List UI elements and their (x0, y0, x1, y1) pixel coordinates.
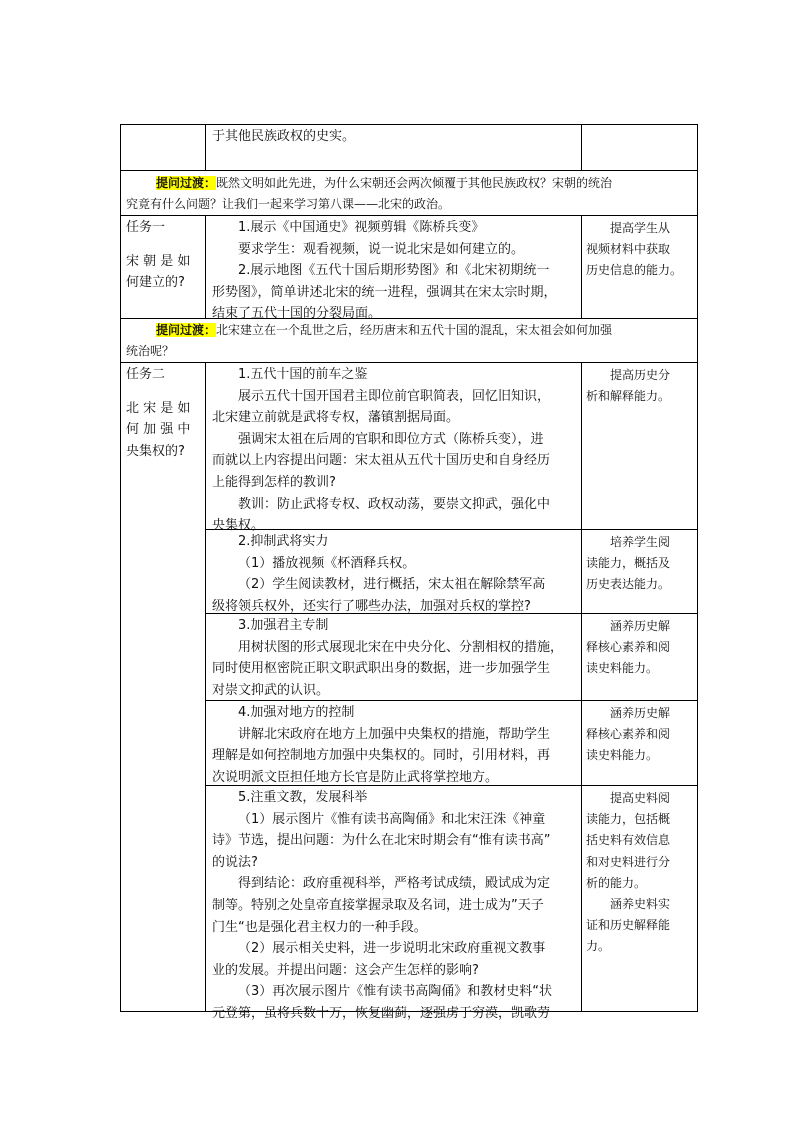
row-divider (120, 362, 698, 363)
content-text: 1.展示《中国通史》视频剪辑《陈桥兵变》 (238, 220, 485, 235)
note-text: 证和历史解释能 (586, 918, 671, 933)
note-text: 涵养历史解 (610, 619, 671, 633)
note-text: 和对史料进行分 (586, 854, 671, 869)
design-note-cell (586, 218, 696, 282)
content-text: 上能得到怎样的教训? (212, 474, 336, 490)
note-text: 读史料能力。 (586, 748, 659, 763)
content-text: 而就以上内容提出问题：宋太祖从五代十国历史和自身经历 (212, 453, 551, 469)
note-text: 释核心素养和阅 (586, 640, 671, 655)
note-text: 提高历史分 (610, 368, 671, 382)
note-text: 视频材料中获取 (586, 242, 671, 257)
content-text: 理解是如何控制地方加强中央集权的。同时，引用材料，再 (212, 748, 551, 764)
transition-label: 提问过渡： (156, 323, 217, 337)
content-text: 元登第，虽将兵数十万，恢复幽蓟，逐强虏于穷漠，凯歌劳 (212, 1005, 551, 1021)
content-text: 2.展示地图《五代十国后期形势图》和《北宋初期统一 (238, 263, 550, 279)
note-text: 析和解释能力。 (586, 389, 671, 404)
table-border-right (697, 124, 698, 1012)
column-divider (581, 124, 582, 170)
section-content-cell (212, 531, 578, 617)
design-note-cell (586, 365, 696, 407)
note-text: 读能力，包括概 (586, 812, 671, 827)
content-text: 于其他民族政权的史实。 (212, 129, 356, 144)
transition-label: 提问过渡： (156, 176, 217, 190)
section-heading: 1.五代十国的前车之鉴 (238, 367, 368, 382)
content-text: （1）播放视频《杯酒释兵权。 (238, 555, 416, 571)
note-text: 提高史料阅 (610, 791, 671, 805)
content-text: 业的发展。并提出问题：这会产生怎样的影响? (212, 962, 479, 978)
note-text: 提高学生从 (610, 221, 671, 235)
content-text: 同时使用枢密院正职文职武职出身的数据，进一步加强学生 (212, 661, 551, 677)
note-text: 释核心素养和阅 (586, 727, 671, 742)
section-content-cell (212, 787, 578, 1025)
table-border-left (120, 124, 121, 1012)
note-text: 涵养史料实 (610, 897, 671, 912)
section-content-cell (212, 615, 578, 701)
task-title-cell (126, 217, 204, 294)
content-cell (212, 126, 578, 148)
note-text: 读能力，概括及 (586, 556, 671, 571)
column-divider (205, 215, 206, 318)
task-question: 何建立的? (126, 275, 185, 291)
content-text: （2）学生阅读教材，进行概括，宋太祖在解除禁军高 (238, 577, 546, 593)
column-divider (205, 124, 206, 170)
row-divider (120, 215, 698, 216)
note-text: 析的能力。 (586, 875, 647, 890)
lesson-plan-table (120, 124, 698, 1021)
content-text: 诗》节选，提出问题：为什么在北宋时期会有“惟有读书高” (212, 833, 551, 849)
task-question: 央集权的? (126, 443, 185, 459)
section-heading: 2.抑制武将实力 (238, 534, 329, 549)
transition-text: 北宋建立在一个乱世之后，经历唐末和五代十国的混乱，宋太祖会如何加强 (216, 323, 613, 337)
section-heading: 3.加强君主专制 (238, 618, 329, 633)
task-title: 任务一 (126, 220, 166, 235)
row-divider (120, 170, 698, 171)
content-text: 北宋建立前就是武将专权，藩镇割据局面。 (212, 410, 460, 426)
task-title: 任务二 (126, 367, 166, 382)
note-text: 历史信息的能力。 (586, 263, 683, 278)
design-note-cell (586, 703, 696, 767)
design-note-cell (586, 616, 696, 680)
content-text: 结束了五代十国的分裂局面。 (212, 306, 382, 322)
task-title-cell (126, 364, 204, 462)
transition-text: 统治呢？ (126, 344, 175, 358)
content-text: 门生“也是强化君主权力的一种手段。 (212, 919, 427, 935)
content-text: 要求学生：观看视频，说一说北宋是如何建立的。 (238, 241, 525, 257)
transition-cell (126, 173, 696, 215)
section-content-cell (212, 364, 578, 537)
column-divider (205, 362, 206, 1012)
task-content-cell (212, 217, 578, 325)
section-content-cell (212, 702, 578, 788)
column-divider (581, 215, 582, 318)
transition-cell (126, 320, 696, 362)
transition-text: 究竟有什么问题？让我们一起来学习第八课——北宋的政治。 (126, 197, 451, 211)
content-text: 对崇文抑武的认识。 (212, 682, 330, 698)
note-text: 读史料能力。 (586, 661, 659, 676)
note-text: 培养学生阅 (610, 535, 671, 549)
content-text: 的说法? (212, 854, 258, 870)
section-heading: 5.注重文教，发展科举 (238, 790, 368, 805)
content-text: 得到结论：政府重视科举，严格考试成绩，殿试成为定 (238, 876, 551, 892)
content-text: 讲解北宋政府在地方上加强中央集权的措施，帮助学生 (238, 726, 551, 742)
column-divider (581, 362, 582, 1012)
task-question: 宋 朝 是 如 (126, 253, 191, 269)
note-text: 涵养历史解 (610, 706, 671, 720)
note-text: 括史料有效信息 (586, 833, 671, 848)
content-text: （1）展示图片《惟有读书高陶俑》和北宋汪洙《神童 (238, 811, 546, 827)
design-note-cell (586, 532, 696, 596)
content-text: 用树状图的形式展现北宋在中央分化、分割相权的措施， (238, 639, 564, 655)
task-question: 何 加 强 中 (126, 422, 191, 438)
content-text: 级将领兵权外，还实行了哪些办法，加强对兵权的掌控? (212, 598, 531, 614)
table-border-top (120, 124, 698, 125)
content-text: 形势图》，简单讲述北宋的统一进程，强调其在宋太宗时期， (212, 284, 557, 300)
content-text: 展示五代十国开国君主即位前官职简表，回忆旧知识， (238, 388, 551, 404)
transition-text: 既然文明如此先进，为什么宋朝还会两次倾覆于其他民族政权？宋朝的统治 (216, 176, 613, 190)
content-text: 强调宋太祖在后周的官职和即位方式（陈桥兵变），进 (238, 431, 544, 447)
content-text: （2）展示相关史料，进一步说明北宋政府重视文教事 (238, 941, 546, 957)
note-text: 力。 (586, 939, 611, 954)
content-text: 央集权。 (212, 518, 265, 534)
content-text: 次说明派文臣担任地方长官是防止武将掌控地方。 (212, 769, 499, 785)
content-text: 制等。特别之处皇帝直接掌握录取及名词，进士成为”天子 (212, 897, 544, 913)
content-text: （3）再次展示图片《惟有读书高陶俑》和教材史料“状 (238, 984, 553, 1000)
section-heading: 4.加强对地方的控制 (238, 705, 355, 720)
design-note-cell (586, 788, 696, 958)
note-text: 历史表达能力。 (586, 577, 671, 592)
task-question: 北 宋 是 如 (126, 400, 191, 416)
content-text: 教训：防止武将专权、政权动荡，要崇文抑武，强化中 (238, 496, 551, 512)
